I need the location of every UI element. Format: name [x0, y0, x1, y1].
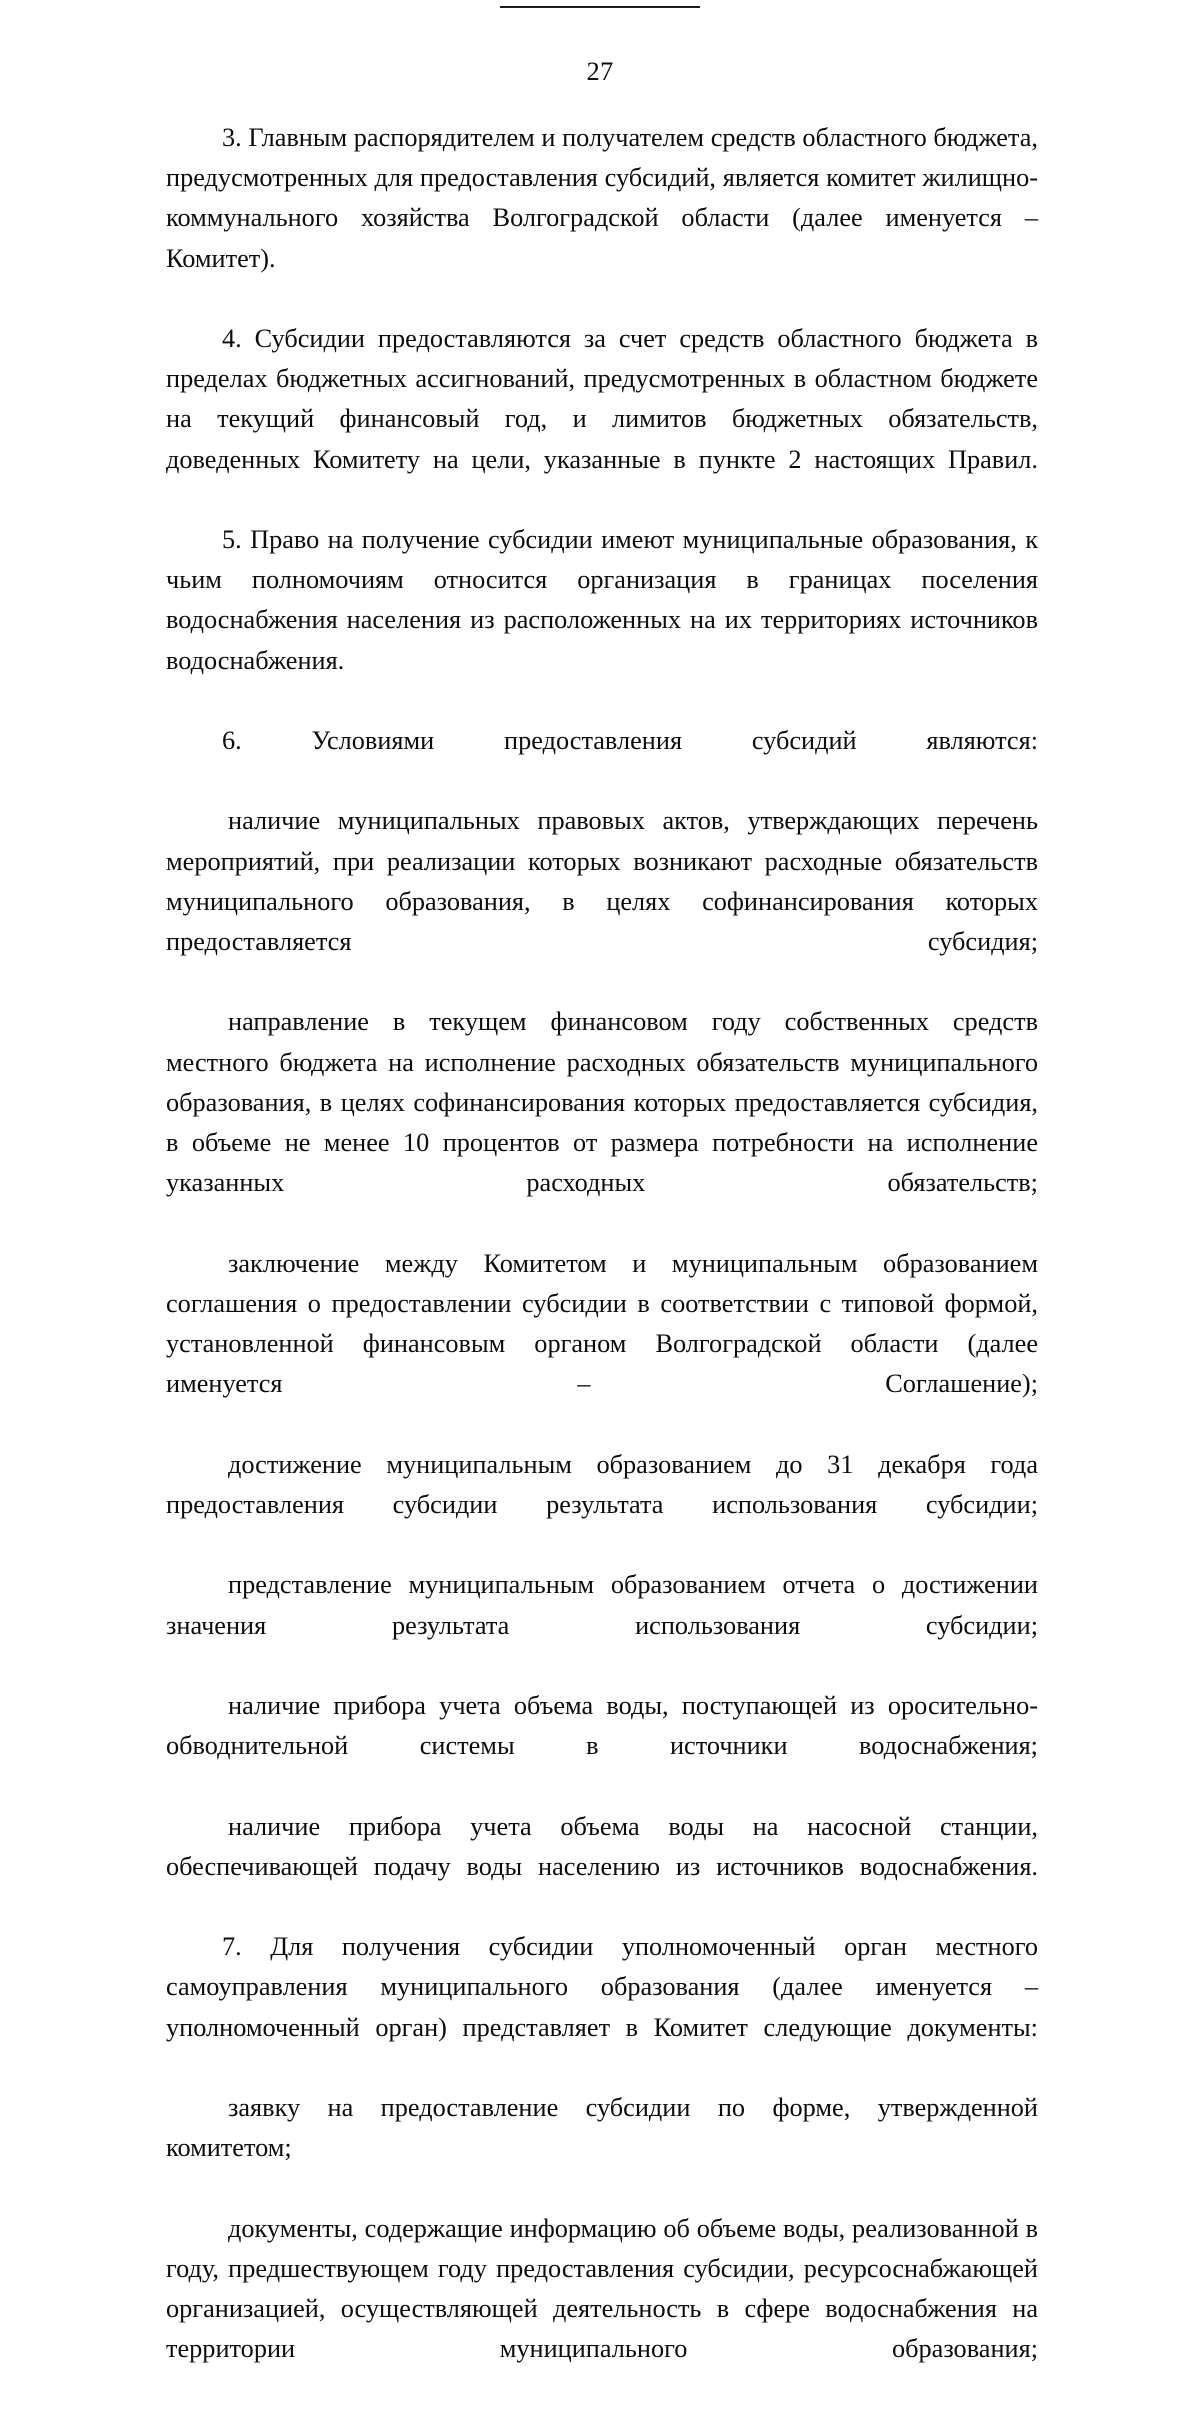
- paragraph: представление муниципальным образованием отчета о достижении значения результата использования субсидии;: [166, 1570, 1038, 1640]
- paragraph: достижение муниципальным образованием до 31 декабря года предоставления субсидии результата использования субсидии;: [166, 1449, 1038, 1519]
- paragraph: 4. Субсидии предоставляются за счет средств областного бюджета в пределах бюджетных ассигнований, предусмотренных в областном бюджете на текущий финансовый год, и лимитов бюджетных обязательств, доведенных Комитету на цели, указанные в пункте 2 настоящих Правил.: [166, 324, 1038, 474]
- paragraph: 5. Право на получение субсидии имеют муниципальные образования, к чьим полномочиям относится организация в границах поселения водоснабжения населения из расположенных на их территориях источников водоснабжения.: [166, 525, 1038, 675]
- document-body: [166, 118, 1038, 2410]
- paragraph: наличие прибора учета объема воды на насосной станции, обеспечивающей подачу воды населению из источников водоснабжения.: [166, 1811, 1038, 1881]
- paragraph: документы, содержащие информацию об объеме воды, реализованной в году, предшествующем году предоставления субсидии, ресурсоснабжающей организацией, осуществляющей деятельность в сфере водоснабжения на территории муниципального образования;: [166, 2213, 1038, 2364]
- paragraph: 6. Условиями предоставления субсидий являются:: [222, 726, 1038, 756]
- paragraph: 3. Главным распорядителем и получателем средств областного бюджета, предусмотренных для предоставления субсидий, является комитет жилищно-коммунального хозяйства Волгоградской области (далее именуется – Комитет).: [166, 123, 1038, 273]
- paragraph: заключение между Комитетом и муниципальным образованием соглашения о предоставлении субсидии в соответствии с типовой формой, установленной финансовым органом Волгоградской области (далее именуется – Соглашение);: [166, 1248, 1038, 1399]
- paragraph: наличие прибора учета объема воды, поступающей из оросительно-обводнительной системы в источники водоснабжения;: [166, 1690, 1038, 1761]
- paragraph: наличие муниципальных правовых актов, утверждающих перечень мероприятий, при реализации которых возникают расходные обязательств муниципального образования, в целях софинансирования которых предоставляется субсидия;: [166, 806, 1038, 957]
- page-number: 27: [586, 56, 614, 86]
- paragraph: заявку на предоставление субсидии по форме, утвержденной комитетом;: [166, 2092, 1038, 2163]
- header-rule: [500, 6, 700, 8]
- paragraph: направление в текущем финансовом году собственных средств местного бюджета на исполнение расходных обязательств муниципального образования, в целях софинансирования которых предоставляется субсидия, в объеме не менее 10 процентов от размера потребности на исполнение указанных расходных обязательств;: [166, 1007, 1038, 1198]
- paragraph: 7. Для получения субсидии уполномоченный орган местного самоуправления муниципального образования (далее именуется – уполномоченный орган) представляет в Комитет следующие документы:: [166, 1932, 1038, 2042]
